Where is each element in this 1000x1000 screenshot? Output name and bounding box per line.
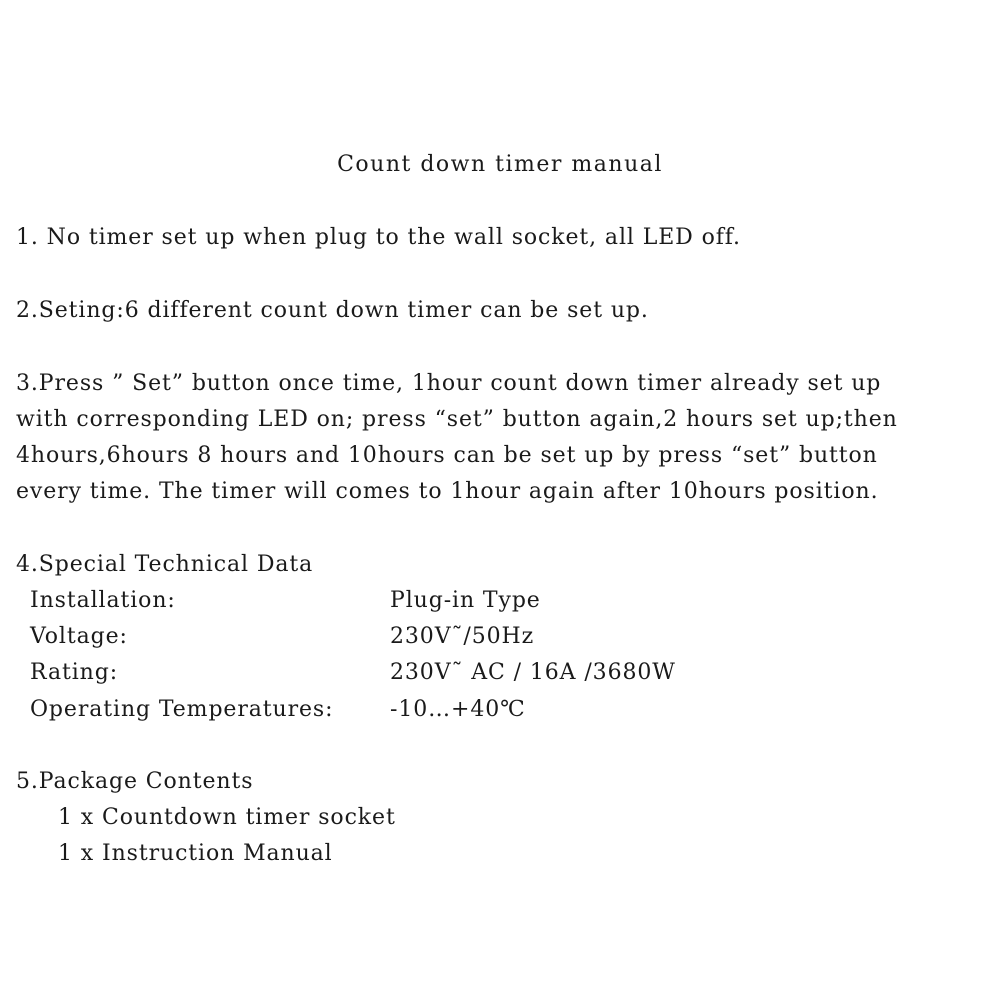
spec-label: Voltage: <box>30 624 128 649</box>
spec-row-voltage <box>30 624 534 649</box>
spec-row-rating <box>30 660 676 685</box>
spec-row-installation <box>30 588 541 613</box>
section-2-text: 2.Seting:6 different count down timer can be set up. <box>16 298 649 323</box>
spec-value: -10…+40℃ <box>390 697 526 722</box>
section-5-heading: 5.Package Contents <box>16 769 254 794</box>
spec-value: Plug-in Type <box>390 588 541 613</box>
page-title: Count down timer manual <box>337 152 663 177</box>
spec-label: Operating Temperatures: <box>30 697 334 722</box>
section-3-line-4: every time. The timer will comes to 1hour again after 10hours position. <box>16 479 879 504</box>
section-3-line-1: 3.Press ” Set” button once time, 1hour count down timer already set up <box>16 371 882 396</box>
package-item: 1 x Instruction Manual <box>58 841 333 866</box>
spec-label: Rating: <box>30 660 119 685</box>
spec-value: 230V˜ AC / 16A /3680W <box>390 660 676 685</box>
spec-value: 230V˜/50Hz <box>390 624 535 649</box>
package-item: 1 x Countdown timer socket <box>58 805 396 830</box>
spec-label: Installation: <box>30 588 176 613</box>
spec-row-temperatures <box>30 697 526 722</box>
section-4-heading: 4.Special Technical Data <box>16 552 314 577</box>
section-1-text: 1. No timer set up when plug to the wall socket, all LED off. <box>16 225 741 250</box>
section-3-line-2: with corresponding LED on; press “set” button again,2 hours set up;then <box>16 407 898 432</box>
section-3-line-3: 4hours,6hours 8 hours and 10hours can be set up by press “set” button <box>16 443 878 468</box>
